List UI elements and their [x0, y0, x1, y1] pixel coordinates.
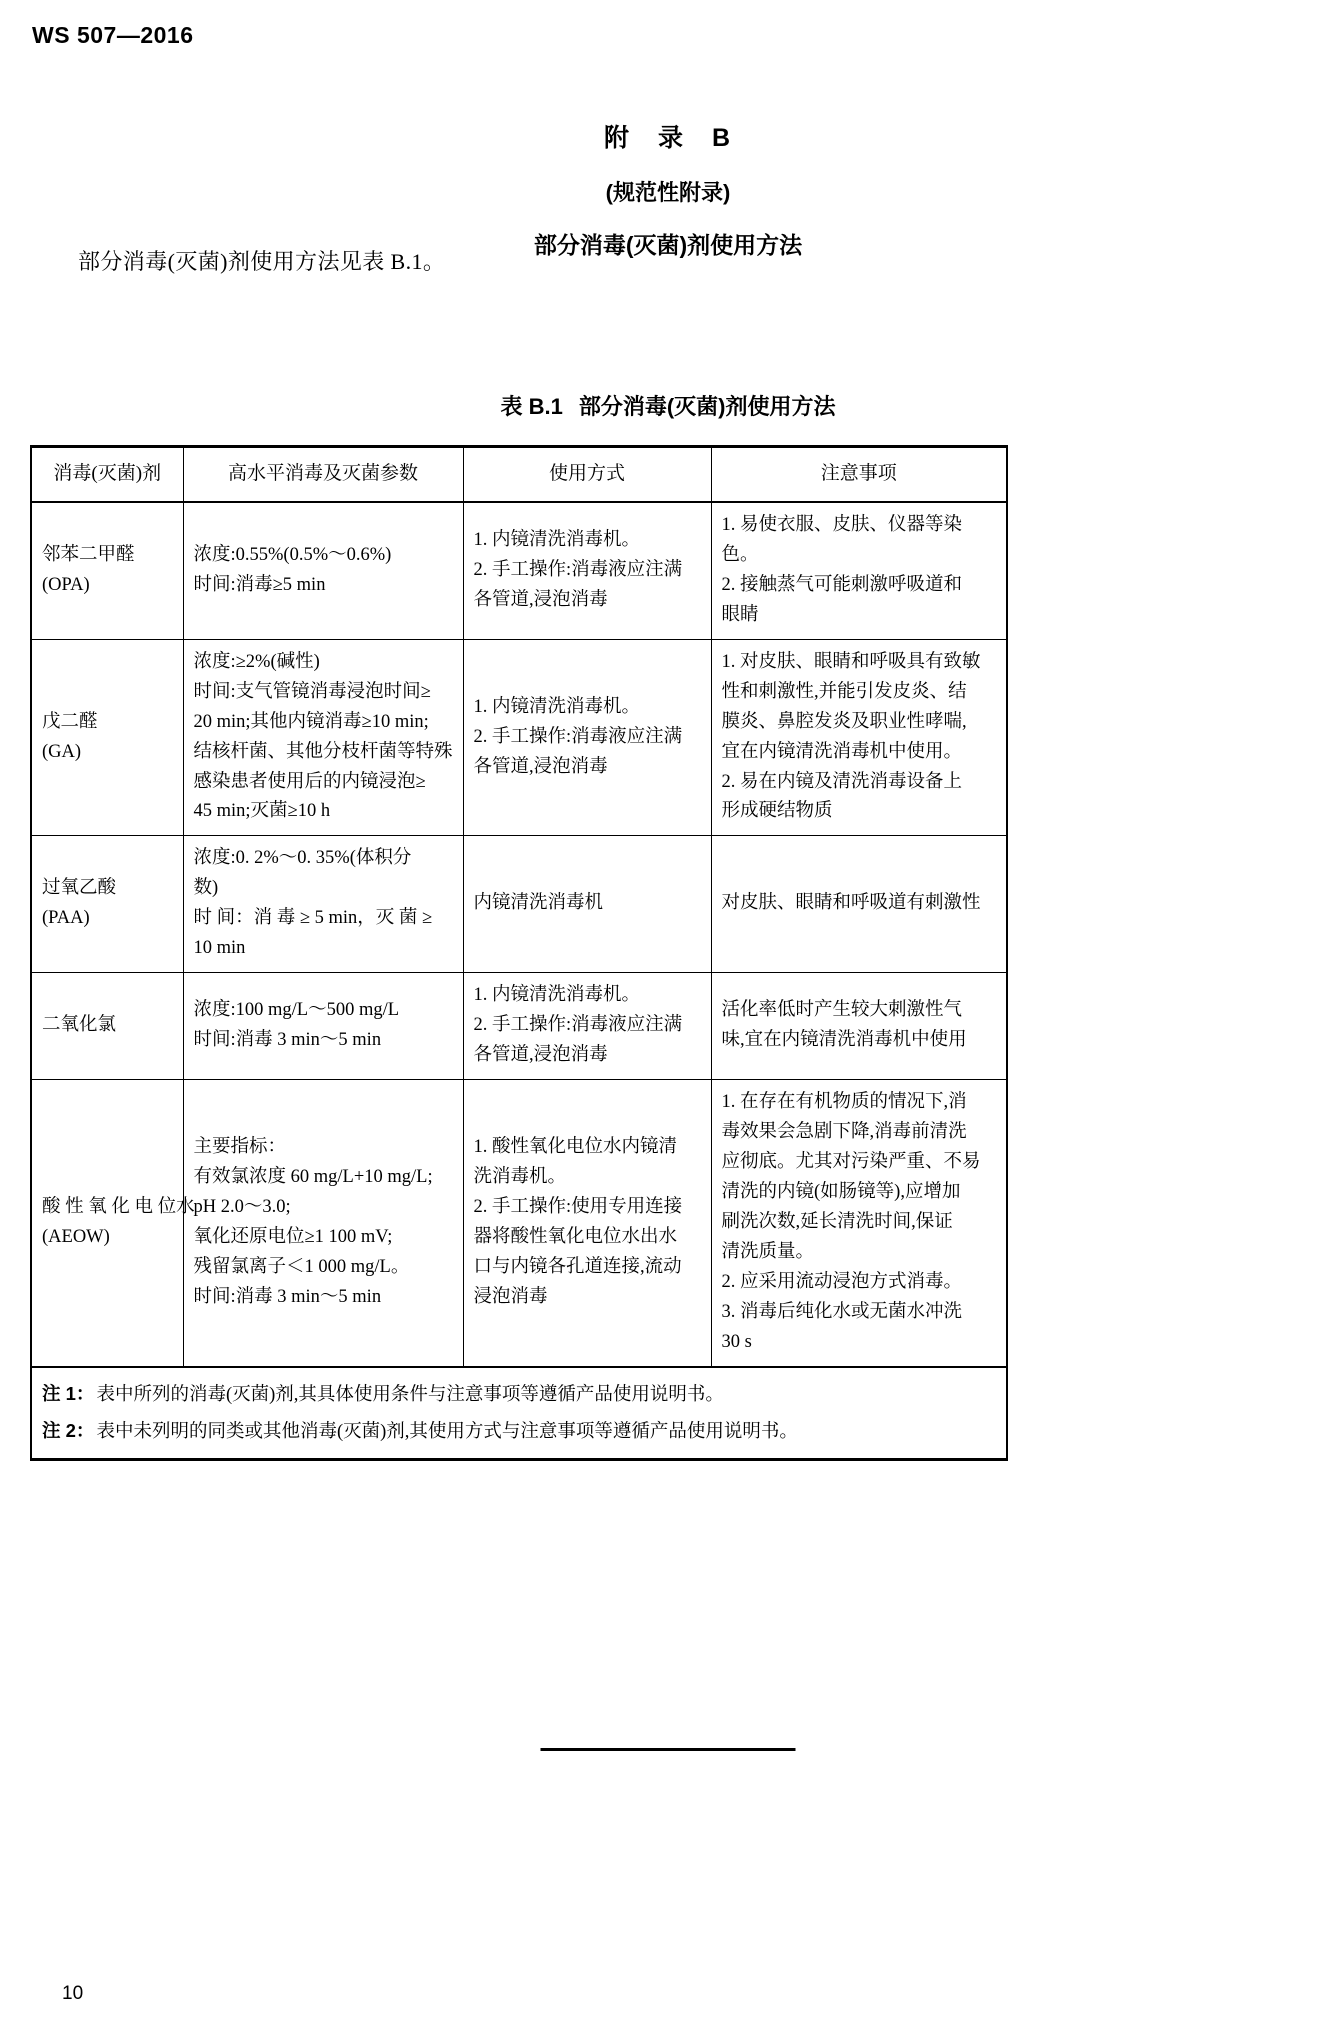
annex-name: 部分消毒(灭菌)剂使用方法 [533, 232, 803, 258]
text-line: 清洗的内镜(如肠镜等),应增加 [721, 1182, 961, 1203]
text-line: 1. 酸性氧化电位水内镜清 [473, 1137, 678, 1158]
text-line: 口与内镜各孔道连接,流动 [473, 1257, 682, 1278]
text-line: (PAA) [42, 908, 90, 929]
text-line: 数) [193, 878, 219, 899]
text-line: 3. 消毒后纯化水或无菌水冲洗 [721, 1302, 963, 1323]
footnote-label: 注 1： [42, 1382, 95, 1404]
table-caption-number: 表 B.1 [500, 394, 563, 419]
cell-parameters [183, 639, 463, 836]
text-line: 1. 内镜清洗消毒机。 [473, 529, 641, 550]
text-line: 氧化还原电位≥1 100 mV; [193, 1227, 393, 1248]
cell-usage [463, 836, 711, 973]
text-line: 浓度:≥2%(碱性) [193, 651, 320, 672]
text-line: 时间:消毒≥5 min [193, 574, 326, 595]
text-line: 浓度:0. 2%～0. 35%(体积分 [193, 848, 412, 869]
table-row [31, 836, 1007, 973]
text-line: 感染患者使用后的内镜浸泡≥ [193, 771, 426, 792]
table-header [31, 447, 1007, 502]
cell-notes [711, 639, 1007, 836]
column-header-usage: 使用方式 [463, 447, 711, 502]
column-header-agent: 消毒(灭菌)剂 [31, 447, 183, 502]
table-row [31, 973, 1007, 1080]
text-line: 洗消毒机。 [473, 1167, 567, 1188]
text-line: 内镜清洗消毒机 [473, 893, 604, 914]
text-line: 清洗质量。 [721, 1242, 815, 1263]
text-line: 时间:消毒 3 min～5 min [193, 1287, 382, 1308]
table-b1-wrapper [30, 445, 1006, 1461]
text-line: 残留氯离子＜1 000 mg/L。 [193, 1257, 410, 1278]
table-footnotes [31, 1367, 1007, 1460]
annex-label: 附 录 B [603, 124, 733, 152]
annex-kind: (规范性附录) [605, 180, 731, 205]
text-line: 形成硬结物质 [721, 801, 833, 822]
text-line: 1. 内镜清洗消毒机。 [473, 696, 641, 717]
cell-notes [711, 1080, 1007, 1367]
text-line: 各管道,浸泡消毒 [473, 756, 608, 777]
text-line: (OPA) [42, 574, 90, 595]
cell-parameters [183, 502, 463, 639]
cell-parameters [183, 1080, 463, 1367]
text-line: 2. 手工操作:消毒液应注满 [473, 1015, 683, 1036]
cell-usage [463, 502, 711, 639]
cell-agent-name [31, 639, 183, 836]
cell-notes [711, 836, 1007, 973]
text-line: 宜在内镜清洗消毒机中使用。 [721, 741, 963, 762]
cell-agent-name [31, 502, 183, 639]
end-of-text-rule [541, 1748, 796, 1751]
text-line: 器将酸性氧化电位水出水 [473, 1227, 678, 1248]
text-line: 性和刺激性,并能引发皮炎、结 [721, 681, 967, 702]
page-number: 10 [62, 1983, 84, 2004]
text-line: 结核杆菌、其他分枝杆菌等特殊 [193, 741, 453, 762]
text-line: 浸泡消毒 [473, 1287, 548, 1308]
cell-notes [711, 973, 1007, 1080]
text-line: 应彻底。尤其对污染严重、不易 [721, 1152, 981, 1173]
table-caption [0, 390, 1336, 421]
footnote [42, 1376, 996, 1413]
text-line: 浓度:100 mg/L～500 mg/L [193, 1000, 400, 1021]
text-line: 2. 手工操作:消毒液应注满 [473, 559, 683, 580]
text-line: 2. 手工操作:使用专用连接 [473, 1197, 683, 1218]
cell-parameters [183, 836, 463, 973]
text-line: 2. 接触蒸气可能刺激呼吸道和 [721, 574, 963, 595]
footnote [42, 1413, 996, 1450]
text-line: 时间:支气管镜消毒浸泡时间≥ [193, 681, 431, 702]
text-line: (GA) [42, 741, 82, 762]
text-line: 时间:消毒 3 min～5 min [193, 1030, 382, 1051]
text-line: 对皮肤、眼睛和呼吸道有刺激性 [721, 893, 981, 914]
cell-usage [463, 973, 711, 1080]
text-line: 味,宜在内镜清洗消毒机中使用 [721, 1030, 967, 1051]
table-row [31, 639, 1007, 836]
text-line: 邻苯二甲醛 [42, 544, 135, 565]
text-line: 浓度:0.55%(0.5%～0.6%) [193, 544, 392, 565]
text-line: 2. 应采用流动浸泡方式消毒。 [721, 1272, 963, 1293]
column-header-parameters: 高水平消毒及灭菌参数 [183, 447, 463, 502]
text-line: 1. 在存在有机物质的情况下,消 [721, 1092, 967, 1113]
text-line: 膜炎、鼻腔发炎及职业性哮喘, [721, 711, 967, 732]
text-line: 刷洗次数,延长清洗时间,保证 [721, 1212, 953, 1233]
text-line: 20 min;其他内镜消毒≥10 min; [193, 711, 429, 732]
column-header-notes: 注意事项 [711, 447, 1007, 502]
text-line: 过氧乙酸 [42, 878, 117, 899]
text-line: 1. 易使衣服、皮肤、仪器等染色。 [721, 514, 963, 565]
text-line: 1. 对皮肤、眼睛和呼吸具有致敏 [721, 651, 981, 672]
text-line: 眼睛 [721, 604, 759, 625]
text-line: (AEOW) [42, 1227, 110, 1248]
table-caption-title: 部分消毒(灭菌)剂使用方法 [578, 394, 836, 419]
text-line: 2. 易在内镜及清洗消毒设备上 [721, 771, 963, 792]
text-line: 2. 手工操作:消毒液应注满 [473, 726, 683, 747]
cell-usage [463, 639, 711, 836]
text-line: 1. 内镜清洗消毒机。 [473, 985, 641, 1006]
cell-agent-name [31, 836, 183, 973]
text-line: 二氧化氯 [42, 1015, 117, 1036]
cell-agent-name [31, 973, 183, 1080]
text-line: 主要指标： [193, 1137, 287, 1158]
intro-paragraph: 部分消毒(灭菌)剂使用方法见表 B.1。 [78, 249, 446, 274]
annex-title-block [0, 118, 1336, 260]
text-line: 时 间：消 毒 ≥ 5 min，灭 菌 ≥ [193, 908, 433, 929]
cell-parameters [183, 973, 463, 1080]
text-line: 酸 性 氧 化 电 位水 [42, 1197, 195, 1218]
footnote-label: 注 2： [42, 1420, 95, 1442]
table-body [31, 502, 1007, 1460]
text-line: 毒效果会急剧下降,消毒前清洗 [721, 1122, 967, 1143]
text-line: 30 s [721, 1331, 752, 1352]
cell-usage [463, 1080, 711, 1367]
text-line: 各管道,浸泡消毒 [473, 1045, 608, 1066]
text-line: pH 2.0～3.0; [193, 1197, 291, 1218]
text-line: 活化率低时产生较大刺激性气 [721, 1000, 963, 1021]
table-b1 [30, 445, 1008, 1461]
standard-number-header: WS 507—2016 [32, 22, 194, 48]
table-row [31, 502, 1007, 639]
footnote-text: 表中未列明的同类或其他消毒(灭菌)剂,其使用方式与注意事项等遵循产品使用说明书。 [96, 1422, 798, 1443]
text-line: 各管道,浸泡消毒 [473, 589, 608, 610]
text-line: 10 min [193, 938, 246, 959]
text-line: 45 min;灭菌≥10 h [193, 801, 331, 822]
table-row [31, 1080, 1007, 1367]
table-footnotes-row [31, 1367, 1007, 1460]
footnote-text: 表中所列的消毒(灭菌)剂,其具体使用条件与注意事项等遵循产品使用说明书。 [96, 1384, 724, 1405]
cell-agent-name [31, 1080, 195, 1367]
table-header-row [31, 447, 1007, 502]
text-line: 戊二醛 [42, 711, 98, 732]
text-line: 有效氯浓度 60 mg/L+10 mg/L; [193, 1167, 433, 1188]
cell-notes [711, 502, 1007, 639]
